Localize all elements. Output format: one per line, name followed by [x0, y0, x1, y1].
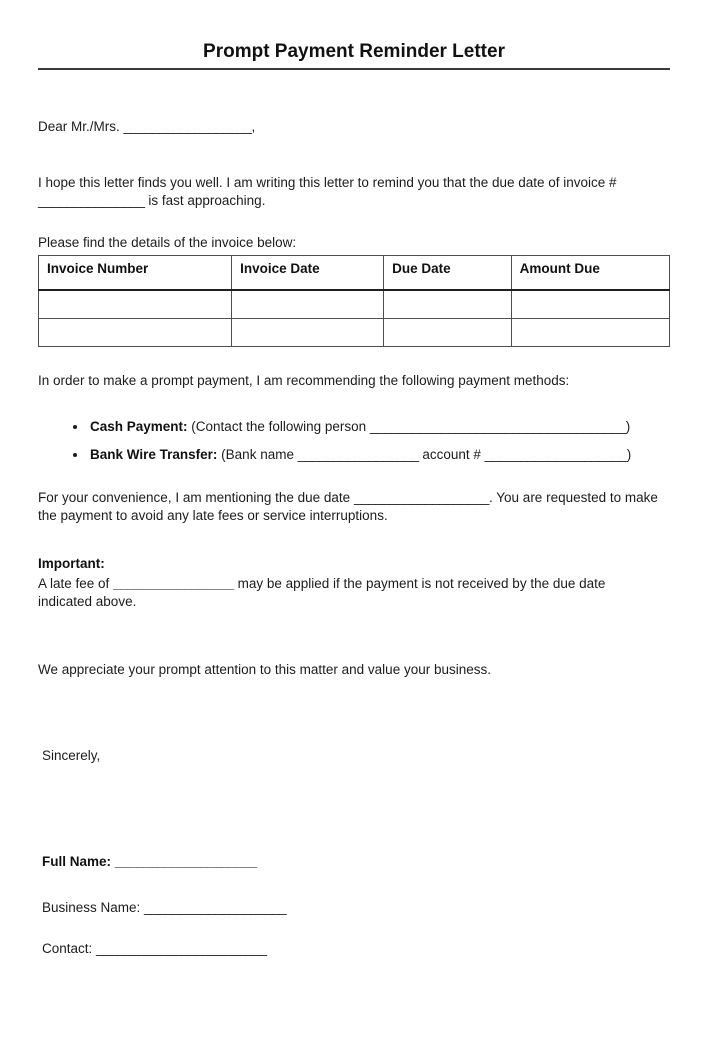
- late-fee-after-blank: may be applied if the payment is not received by the due date: [233, 575, 606, 591]
- intro-line2-rest: is fast approaching.: [144, 193, 266, 208]
- cash-payment-suffix: ): [625, 418, 631, 434]
- list-item-cash-payment: [88, 418, 670, 436]
- bank-name-blank: _________________: [297, 446, 419, 462]
- late-fee-paragraph: [38, 575, 670, 611]
- header-due-date: Due Date: [384, 256, 511, 291]
- convenience-before-blank: For your convenience, I am mentioning the due date: [38, 489, 354, 505]
- list-item-bank-wire-transfer: [88, 446, 670, 464]
- table-cell: [511, 318, 669, 346]
- recipient-name-blank: __________________: [123, 119, 252, 134]
- full-name-line: [38, 853, 670, 871]
- table-cell: [39, 318, 232, 346]
- letter-document: [0, 40, 708, 1064]
- late-fee-amount-blank: _________________: [113, 575, 234, 591]
- contact-blank: ________________________: [96, 940, 267, 956]
- invoice-details-lead-in: Please find the details of the invoice below:: [38, 235, 297, 250]
- account-number-blank: ____________________: [484, 446, 627, 462]
- invoice-details-table: [38, 255, 670, 347]
- bank-wire-suffix: ): [626, 446, 632, 462]
- table-row: [39, 290, 670, 318]
- appreciation-paragraph: We appreciate your prompt attention to this matter and value your business.: [38, 661, 491, 677]
- payment-methods-intro: In order to make a prompt payment, I am recommending the following payment methods:: [38, 372, 570, 388]
- bank-name-text: (Bank name: [217, 446, 298, 462]
- salutation-line: [38, 118, 670, 136]
- table-cell: [511, 290, 669, 318]
- due-date-blank: ___________________: [353, 489, 490, 505]
- business-name-blank: ____________________: [144, 899, 287, 915]
- salutation-suffix: ,: [251, 119, 256, 134]
- table-cell: [232, 318, 384, 346]
- invoice-table-body: [39, 290, 670, 346]
- convenience-after-blank: . You are requested to make: [489, 489, 658, 505]
- full-name-blank: ____________________: [114, 853, 257, 869]
- table-cell: [232, 290, 384, 318]
- late-fee-before-blank: A late fee of: [38, 575, 114, 591]
- contact-person-blank: ____________________________________: [369, 418, 626, 434]
- contact-line: [38, 940, 670, 958]
- cash-payment-label: Cash Payment:: [90, 418, 188, 434]
- payment-methods-list: [38, 418, 670, 464]
- invoice-table-header: [39, 256, 670, 291]
- intro-line1: I hope this letter finds you well. I am writing this letter to remind you that the due date of invoice #: [38, 175, 617, 190]
- table-cell: [384, 290, 511, 318]
- convenience-line2: the payment to avoid any late fees or service interruptions.: [38, 507, 388, 523]
- header-amount-due: Amount Due: [511, 256, 669, 291]
- convenience-paragraph: [38, 489, 670, 525]
- table-header-row: [39, 256, 670, 291]
- business-name-line: [38, 899, 670, 917]
- header-invoice-date: Invoice Date: [232, 256, 384, 291]
- table-cell: [384, 318, 511, 346]
- invoice-number-blank: _______________: [38, 193, 145, 208]
- cash-payment-text: (Contact the following person: [187, 418, 370, 434]
- sign-off: Sincerely,: [42, 747, 101, 763]
- salutation-prefix: Dear Mr./Mrs.: [38, 119, 124, 134]
- business-name-label: Business Name:: [42, 899, 145, 915]
- intro-paragraph: [38, 174, 670, 210]
- page-title: Prompt Payment Reminder Letter: [203, 41, 505, 62]
- table-cell: [39, 290, 232, 318]
- header-invoice-number: Invoice Number: [39, 256, 232, 291]
- bank-wire-label: Bank Wire Transfer:: [90, 446, 218, 462]
- account-number-text: account #: [418, 446, 485, 462]
- important-heading: Important:: [38, 555, 105, 571]
- table-row: [39, 318, 670, 346]
- late-fee-line2: indicated above.: [38, 593, 137, 609]
- title-underline-rule: [38, 68, 670, 70]
- full-name-label: Full Name:: [42, 853, 115, 869]
- contact-label: Contact:: [42, 940, 97, 956]
